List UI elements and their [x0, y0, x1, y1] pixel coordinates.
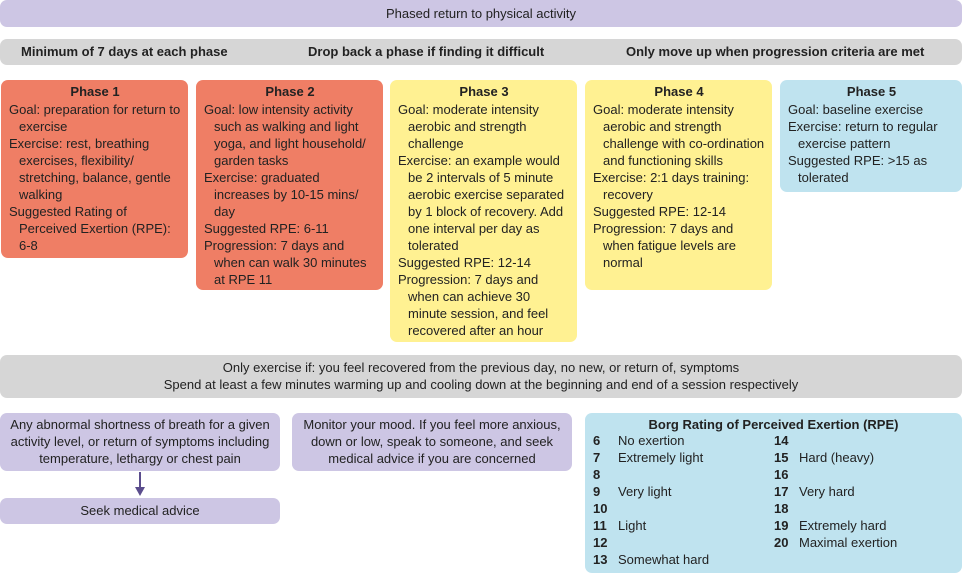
- rules-bar: [0, 39, 962, 65]
- borg-label: Somewhat hard: [618, 552, 710, 567]
- rule-drop-back: Drop back a phase if finding it difficult: [308, 44, 545, 59]
- seek-advice-box: Seek medical advice: [0, 498, 280, 524]
- borg-row: [593, 500, 709, 517]
- borg-value: 11: [593, 518, 607, 533]
- general-advice-line-1: Only exercise if: you feel recovered from the previous day, no new, or return of, symptoms: [222, 360, 740, 375]
- borg-value: 7: [593, 450, 601, 465]
- phase-rpe: Suggested RPE: 12-14: [593, 204, 726, 219]
- mood-advice-box: [292, 413, 572, 471]
- borg-value: 13: [593, 552, 608, 567]
- phase-progression: Progression: 7 days and when fatigue levels are normal: [593, 221, 736, 270]
- borg-value: 20: [774, 535, 789, 550]
- phase-rpe: Suggested Rating of Perceived Exertion (RPE): 6-8: [9, 204, 171, 253]
- phase-rpe: Suggested RPE: 6-11: [204, 221, 329, 236]
- borg-row: [593, 551, 709, 568]
- phase-goal: Goal: baseline exercise: [788, 102, 924, 117]
- borg-row: [774, 483, 897, 500]
- phase-goal: Goal: moderate intensity aerobic and strength challenge: [398, 102, 539, 151]
- borg-scale-box: [585, 413, 962, 573]
- borg-row: [593, 534, 709, 551]
- borg-row: [774, 534, 897, 551]
- phase-goal: Goal: low intensity activity such as walking and light yoga, and light household/ garden tasks: [204, 102, 366, 168]
- phase-exercise: Exercise: 2:1 days training: recovery: [593, 170, 750, 202]
- phase-exercise: Exercise: rest, breathing exercises, flexibility/ stretching, balance, gentle walking: [9, 136, 171, 202]
- borg-row: [774, 466, 897, 483]
- borg-label: Light: [618, 518, 647, 533]
- borg-row: [593, 449, 709, 466]
- phase-rpe: Suggested RPE: 12-14: [398, 255, 531, 270]
- borg-value: 17: [774, 484, 789, 499]
- mood-advice-text: Monitor your mood. If you feel more anxious, down or low, speak to someone, and seek medical advice if you are concerned: [303, 417, 561, 466]
- borg-row: [774, 432, 897, 449]
- phase-1-card: [1, 80, 188, 258]
- phase-progression: Progression: 7 days and when can achieve 30 minute session, and feel recovered after an hour: [398, 272, 549, 338]
- borg-value: 8: [593, 467, 601, 482]
- rule-minimum-days: Minimum of 7 days at each phase: [21, 44, 228, 59]
- phase-4-card: [585, 80, 772, 290]
- borg-value: 19: [774, 518, 789, 533]
- phase-rpe: Suggested RPE: >15 as tolerated: [788, 153, 928, 185]
- borg-scale-right-column: [774, 432, 897, 551]
- borg-value: 10: [593, 501, 608, 516]
- phase-title: Phase 2: [265, 84, 315, 99]
- borg-label: Extremely hard: [799, 518, 887, 533]
- borg-row: [593, 517, 709, 534]
- phase-title: Phase 5: [846, 84, 897, 99]
- rule-move-up: Only move up when progression criteria are met: [626, 44, 925, 59]
- borg-row: [593, 483, 709, 500]
- borg-scale-left-column: [593, 432, 709, 568]
- borg-label: No exertion: [618, 433, 685, 448]
- borg-value: 18: [774, 501, 789, 516]
- arrow-head-icon: [135, 487, 145, 496]
- borg-value: 16: [774, 467, 789, 482]
- phase-3-card: [390, 80, 577, 342]
- borg-value: 15: [774, 450, 789, 465]
- borg-value: 14: [774, 433, 789, 448]
- phase-title: Phase 4: [654, 84, 704, 99]
- phase-goal: Goal: preparation for return to exercise: [9, 102, 181, 134]
- borg-value: 9: [593, 484, 601, 499]
- phase-exercise: Exercise: graduated increases by 10-15 mins/ day: [204, 170, 359, 219]
- borg-value: 6: [593, 433, 601, 448]
- phase-exercise: Exercise: return to regular exercise pattern: [788, 119, 938, 151]
- phase-progression: Progression: 7 days and when can walk 30 minutes at RPE 11: [204, 238, 367, 287]
- phase-title: Phase 3: [459, 84, 509, 99]
- phase-goal: Goal: moderate intensity aerobic and strength challenge with co-ordination and functioning skills: [593, 102, 765, 168]
- breath-warning-box: [0, 413, 280, 471]
- general-advice-bar: [0, 355, 962, 398]
- borg-row: [774, 517, 897, 534]
- phase-5-card: [780, 80, 962, 192]
- borg-scale-title: Borg Rating of Perceived Exertion (RPE): [648, 417, 899, 432]
- phase-exercise: Exercise: an example would be 2 intervals of 5 minute aerobic exercise separated by 1 block of recovery. Add one interval per day as tolerated: [398, 153, 565, 253]
- breath-warning-text: Any abnormal shortness of breath for a given activity level, or return of symptoms including temperature, lethargy or chest pain: [10, 417, 270, 466]
- borg-row: [774, 500, 897, 517]
- borg-row: [593, 432, 709, 449]
- general-advice-line-2: Spend at least a few minutes warming up and cooling down at the beginning and end of a session respectively: [163, 377, 799, 392]
- borg-label: Hard (heavy): [799, 450, 875, 465]
- borg-row: [593, 466, 709, 483]
- borg-label: Very hard: [799, 484, 855, 499]
- phase-2-card: [196, 80, 383, 290]
- borg-label: Very light: [618, 484, 672, 499]
- title-banner: Phased return to physical activity: [0, 0, 962, 27]
- borg-row: [774, 449, 897, 466]
- borg-value: 12: [593, 535, 608, 550]
- borg-label: Maximal exertion: [799, 535, 898, 550]
- phase-title: Phase 1: [70, 84, 120, 99]
- borg-label: Extremely light: [618, 450, 704, 465]
